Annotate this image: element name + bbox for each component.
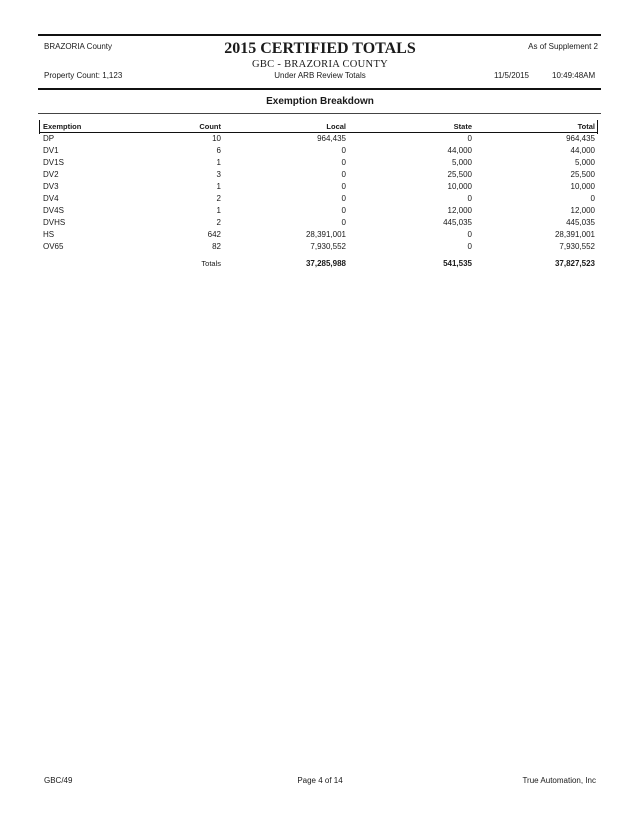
cell-count: 1 xyxy=(216,182,221,191)
cell-state: 12,000 xyxy=(447,206,472,215)
cell-state: 445,035 xyxy=(443,218,472,227)
cell-exemption: DP xyxy=(43,134,55,143)
table-row xyxy=(40,218,598,229)
cell-total: 445,035 xyxy=(566,218,595,227)
cell-total: 964,435 xyxy=(566,134,595,143)
cell-exemption: OV65 xyxy=(43,242,64,251)
col-count: Count xyxy=(199,122,221,131)
report-date: 11/5/2015 xyxy=(494,71,529,80)
property-count: Property Count: 1,123 xyxy=(44,71,123,80)
cell-local: 964,435 xyxy=(317,134,346,143)
cell-exemption: HS xyxy=(43,230,55,239)
table-row xyxy=(40,158,598,169)
cell-local: 0 xyxy=(341,194,346,203)
footer-code: GBC/49 xyxy=(44,776,73,785)
entity-name: GBC - BRAZORIA COUNTY xyxy=(251,59,389,70)
cell-total: 25,500 xyxy=(570,170,595,179)
cell-state: 0 xyxy=(467,194,472,203)
cell-state: 0 xyxy=(467,242,472,251)
cell-total: 5,000 xyxy=(574,158,595,167)
cell-state: 0 xyxy=(467,134,472,143)
cell-count: 10 xyxy=(212,134,221,143)
footer-vendor: True Automation, Inc xyxy=(522,776,596,785)
cell-count: 642 xyxy=(207,230,221,239)
cell-local: 28,391,001 xyxy=(305,230,346,239)
cell-total: 0 xyxy=(590,194,595,203)
cell-exemption: DVHS xyxy=(43,218,66,227)
table-row xyxy=(40,146,598,157)
cell-exemption: DV1 xyxy=(43,146,59,155)
section-divider xyxy=(38,113,601,114)
cell-exemption: DV2 xyxy=(43,170,59,179)
table-row xyxy=(40,194,598,205)
report-time: 10:49:48AM xyxy=(552,71,596,80)
cell-total: 12,000 xyxy=(570,206,595,215)
cell-count: 3 xyxy=(216,170,221,179)
cell-total: 28,391,001 xyxy=(554,230,595,239)
footer-page-number: Page 4 of 14 xyxy=(297,776,343,785)
section-title: Exemption Breakdown xyxy=(266,96,374,107)
totals-row xyxy=(40,259,598,270)
cell-local: 0 xyxy=(341,206,346,215)
cell-total: 44,000 xyxy=(570,146,595,155)
cell-state: 44,000 xyxy=(447,146,472,155)
cell-exemption: DV4 xyxy=(43,194,59,203)
col-state: State xyxy=(453,122,472,131)
county-name: BRAZORIA County xyxy=(44,42,113,51)
col-exemption: Exemption xyxy=(43,122,82,131)
table-header-rule xyxy=(40,132,598,133)
header-bottom-rule xyxy=(38,88,601,90)
cell-count: 2 xyxy=(216,194,221,203)
header-top-rule xyxy=(38,34,601,36)
cell-total: 10,000 xyxy=(570,182,595,191)
cell-state: 10,000 xyxy=(447,182,472,191)
table-row xyxy=(40,206,598,217)
table-row xyxy=(40,230,598,241)
totals-local: 37,285,988 xyxy=(305,259,346,268)
cell-exemption: DV1S xyxy=(43,158,64,167)
supplement-label: As of Supplement 2 xyxy=(528,42,598,51)
table-row xyxy=(40,242,598,253)
table-right-bar xyxy=(597,120,598,134)
cell-local: 7,930,552 xyxy=(310,242,346,251)
totals-total: 37,827,523 xyxy=(554,259,595,268)
report-title: 2015 CERTIFIED TOTALS xyxy=(224,40,416,57)
cell-count: 82 xyxy=(212,242,221,251)
col-total: Total xyxy=(577,122,595,131)
table-row xyxy=(40,134,598,145)
cell-count: 1 xyxy=(216,158,221,167)
totals-label: Totals xyxy=(201,259,221,268)
table-row xyxy=(40,182,598,193)
cell-count: 2 xyxy=(216,218,221,227)
cell-state: 25,500 xyxy=(447,170,472,179)
table-row xyxy=(40,170,598,181)
review-status: Under ARB Review Totals xyxy=(274,71,366,80)
totals-state: 541,535 xyxy=(443,259,472,268)
cell-total: 7,930,552 xyxy=(559,242,595,251)
cell-state: 5,000 xyxy=(451,158,472,167)
cell-local: 0 xyxy=(341,218,346,227)
cell-local: 0 xyxy=(341,182,346,191)
cell-count: 6 xyxy=(216,146,221,155)
cell-local: 0 xyxy=(341,146,346,155)
table-left-bar xyxy=(39,120,40,134)
col-local: Local xyxy=(326,122,346,131)
cell-state: 0 xyxy=(467,230,472,239)
cell-exemption: DV4S xyxy=(43,206,64,215)
cell-local: 0 xyxy=(341,158,346,167)
cell-count: 1 xyxy=(216,206,221,215)
cell-local: 0 xyxy=(341,170,346,179)
cell-exemption: DV3 xyxy=(43,182,59,191)
